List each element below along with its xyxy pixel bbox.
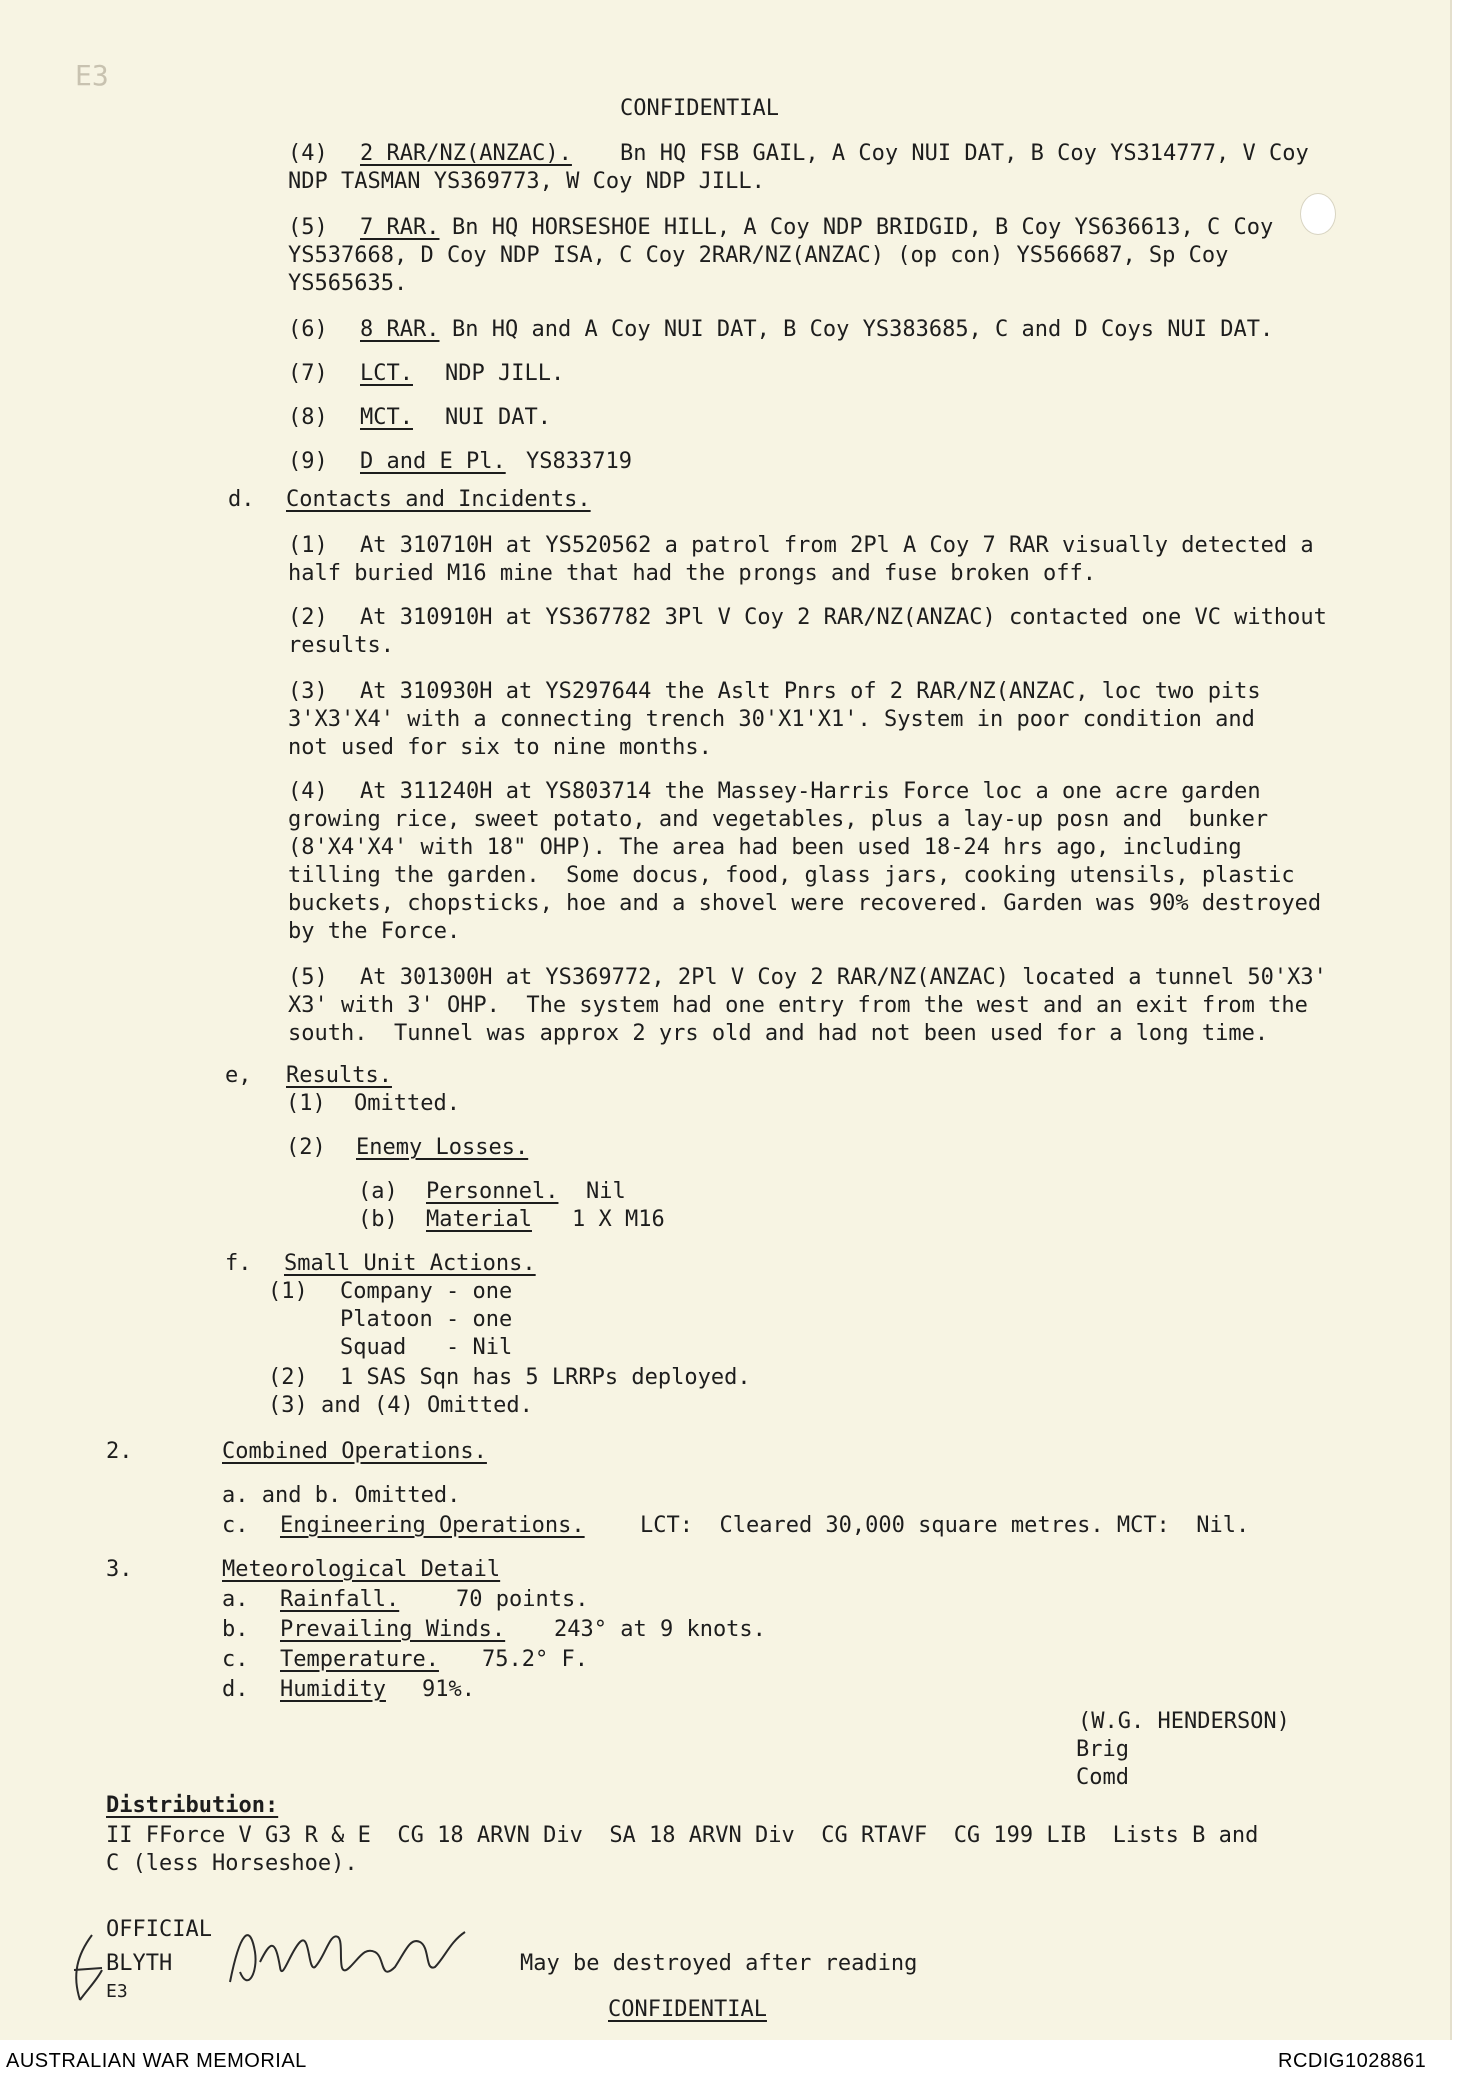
enemy-losses-heading: Enemy Losses. — [356, 1135, 529, 1160]
met-label: Humidity — [280, 1677, 386, 1702]
unit-location-cont: YS537668, D Coy NDP ISA, C Coy 2RAR/NZ(ANZAC) (op con) YS566687, Sp Coy — [288, 243, 1229, 268]
contact-line: At 301300H at YS369772, 2Pl V Coy 2 RAR/NZ(ANZAC) located a tunnel 50'X3' — [360, 965, 1327, 990]
met-value: 70 points. — [456, 1587, 589, 1612]
unit-name: MCT. — [360, 405, 413, 430]
contact-line: results. — [288, 633, 394, 658]
distribution-line: II FForce V G3 R & E CG 18 ARVN Div SA 18 ARVN Div CG RTAVF CG 199 LIB Lists B and — [106, 1823, 1259, 1848]
unit-location-cont: NDP TASMAN YS369773, W Coy NDP JILL. — [288, 169, 765, 194]
met-label: Temperature. — [280, 1647, 439, 1672]
unit-location-cont: YS565635. — [288, 271, 408, 296]
archive-label: AUSTRALIAN WAR MEMORIAL — [6, 2050, 307, 2072]
contact-line: (8'X4'X4' with 18" OHP). The area had been used 18-24 hrs ago, including — [288, 835, 1242, 860]
official-name: BLYTH — [106, 1951, 173, 1976]
section-letter: f. — [225, 1251, 252, 1276]
contact-line: tilling the garden. Some docus, food, glass jars, cooking utensils, plastic — [288, 863, 1295, 888]
small-unit-platoon: Platoon - one — [340, 1307, 513, 1332]
contact-num: (3) — [288, 679, 328, 704]
contact-line: At 311240H at YS803714 the Massey-Harris Force loc a one acre garden — [360, 779, 1261, 804]
met-letter: a. — [222, 1587, 249, 1612]
loss-label: Personnel. — [426, 1179, 559, 1204]
small-unit-squad: Squad - Nil — [340, 1335, 513, 1360]
distribution-line: C (less Horseshoe). — [106, 1851, 358, 1876]
unit-location: YS833719 — [526, 449, 632, 474]
unit-location: NUI DAT. — [445, 405, 551, 430]
unit-name: 7 RAR. — [360, 215, 440, 240]
section-letter: c. — [222, 1513, 249, 1538]
unit-name: D and E Pl. — [360, 449, 506, 474]
unit-location: NDP JILL. — [445, 361, 565, 386]
results-heading: Results. — [286, 1063, 392, 1088]
confidential-header: CONFIDENTIAL — [620, 96, 779, 121]
official-label: OFFICIAL — [106, 1917, 212, 1942]
combined-omitted: a. and b. Omitted. — [222, 1483, 461, 1508]
contacts-heading: Contacts and Incidents. — [286, 487, 591, 512]
loss-num: (a) — [358, 1179, 398, 1204]
small-unit-sas: 1 SAS Sqn has 5 LRRPs deployed. — [340, 1365, 751, 1390]
contact-line: At 310930H at YS297644 the Aslt Pnrs of 2 RAR/NZ(ANZAC, loc two pits — [360, 679, 1261, 704]
unit-name: LCT. — [360, 361, 413, 386]
page-mark: E3 — [75, 59, 109, 92]
signatory-name: (W.G. HENDERSON) — [1078, 1709, 1290, 1734]
unit-num: (9) — [288, 449, 328, 474]
small-unit-num: (2) — [268, 1365, 308, 1390]
distribution-heading: Distribution: — [106, 1793, 279, 1818]
contact-line: X3' with 3' OHP. The system had one entry from the west and an exit from the — [288, 993, 1308, 1018]
contact-num: (1) — [288, 533, 328, 558]
unit-num: (4) — [288, 141, 328, 166]
contact-line: half buried M16 mine that had the prongs and fuse broken off. — [288, 561, 1096, 586]
met-label: Rainfall. — [280, 1587, 400, 1612]
loss-value: Nil — [586, 1179, 626, 1204]
archive-id: RCDIG1028861 — [1278, 2050, 1427, 2072]
results-num: (1) — [286, 1091, 326, 1116]
met-letter: c. — [222, 1647, 249, 1672]
loss-num: (b) — [358, 1207, 398, 1232]
signatory-role: Comd — [1076, 1765, 1129, 1790]
loss-value: 1 X M16 — [572, 1207, 665, 1232]
contact-line: south. Tunnel was approx 2 yrs old and had not been used for a long time. — [288, 1021, 1269, 1046]
met-letter: b. — [222, 1617, 249, 1642]
contact-line: buckets, chopsticks, hoe and a shovel were recovered. Garden was 90% destroyed — [288, 891, 1322, 916]
signatory-rank: Brig — [1076, 1737, 1129, 1762]
combined-heading: Combined Operations. — [222, 1439, 487, 1464]
met-label: Prevailing Winds. — [280, 1617, 506, 1642]
contact-line: not used for six to nine months. — [288, 735, 712, 760]
contact-num: (5) — [288, 965, 328, 990]
met-value: 75.2° F. — [482, 1647, 588, 1672]
results-num: (2) — [286, 1135, 326, 1160]
section-num: 3. — [106, 1557, 133, 1582]
unit-location: Bn HQ FSB GAIL, A Coy NUI DAT, B Coy YS314777, V Coy — [620, 141, 1309, 166]
unit-location: Bn HQ and A Coy NUI DAT, B Coy YS383685, C and D Coys NUI DAT. — [452, 317, 1274, 342]
unit-num: (6) — [288, 317, 328, 342]
small-unit-heading: Small Unit Actions. — [284, 1251, 536, 1276]
met-heading: Meteorological Detail — [222, 1557, 501, 1582]
contact-num: (4) — [288, 779, 328, 804]
contact-num: (2) — [288, 605, 328, 630]
destroy-note: May be destroyed after reading — [520, 1951, 918, 1976]
engineering-text: LCT: Cleared 30,000 square metres. MCT: Nil. — [640, 1513, 1250, 1538]
section-letter: e, — [225, 1063, 252, 1088]
results-text: Omitted. — [354, 1091, 460, 1116]
contact-line: 3'X3'X4' with a connecting trench 30'X1'X1'. System in poor condition and — [288, 707, 1255, 732]
contact-line: At 310710H at YS520562 a patrol from 2Pl A Coy 7 RAR visually detected a — [360, 533, 1314, 558]
small-unit-omitted: (3) and (4) Omitted. — [268, 1393, 533, 1418]
loss-label: Material — [426, 1207, 532, 1232]
contact-line: At 310910H at YS367782 3Pl V Coy 2 RAR/NZ(ANZAC) contacted one VC without — [360, 605, 1327, 630]
contact-line: by the Force. — [288, 919, 461, 944]
handwritten-signature — [220, 1912, 480, 2002]
unit-location: Bn HQ HORSESHOE HILL, A Coy NDP BRIDGID, B Coy YS636613, C Coy — [452, 215, 1274, 240]
unit-num: (5) — [288, 215, 328, 240]
met-value: 243° at 9 knots. — [554, 1617, 766, 1642]
engineering-heading: Engineering Operations. — [280, 1513, 585, 1538]
met-value: 91%. — [422, 1677, 475, 1702]
section-letter: d. — [228, 487, 255, 512]
section-num: 2. — [106, 1439, 133, 1464]
handwritten-initials — [62, 1930, 122, 2010]
unit-name: 8 RAR. — [360, 317, 440, 342]
small-unit-company: Company - one — [340, 1279, 513, 1304]
met-letter: d. — [222, 1677, 249, 1702]
contact-line: growing rice, sweet potato, and vegetables, plus a lay-up posn and bunker — [288, 807, 1269, 832]
punch-hole — [1300, 193, 1336, 235]
unit-num: (7) — [288, 361, 328, 386]
small-unit-num: (1) — [268, 1279, 308, 1304]
confidential-footer: CONFIDENTIAL — [608, 1997, 767, 2022]
unit-num: (8) — [288, 405, 328, 430]
unit-name: 2 RAR/NZ(ANZAC). — [360, 141, 572, 166]
official-ref: E3 — [106, 1981, 128, 2002]
